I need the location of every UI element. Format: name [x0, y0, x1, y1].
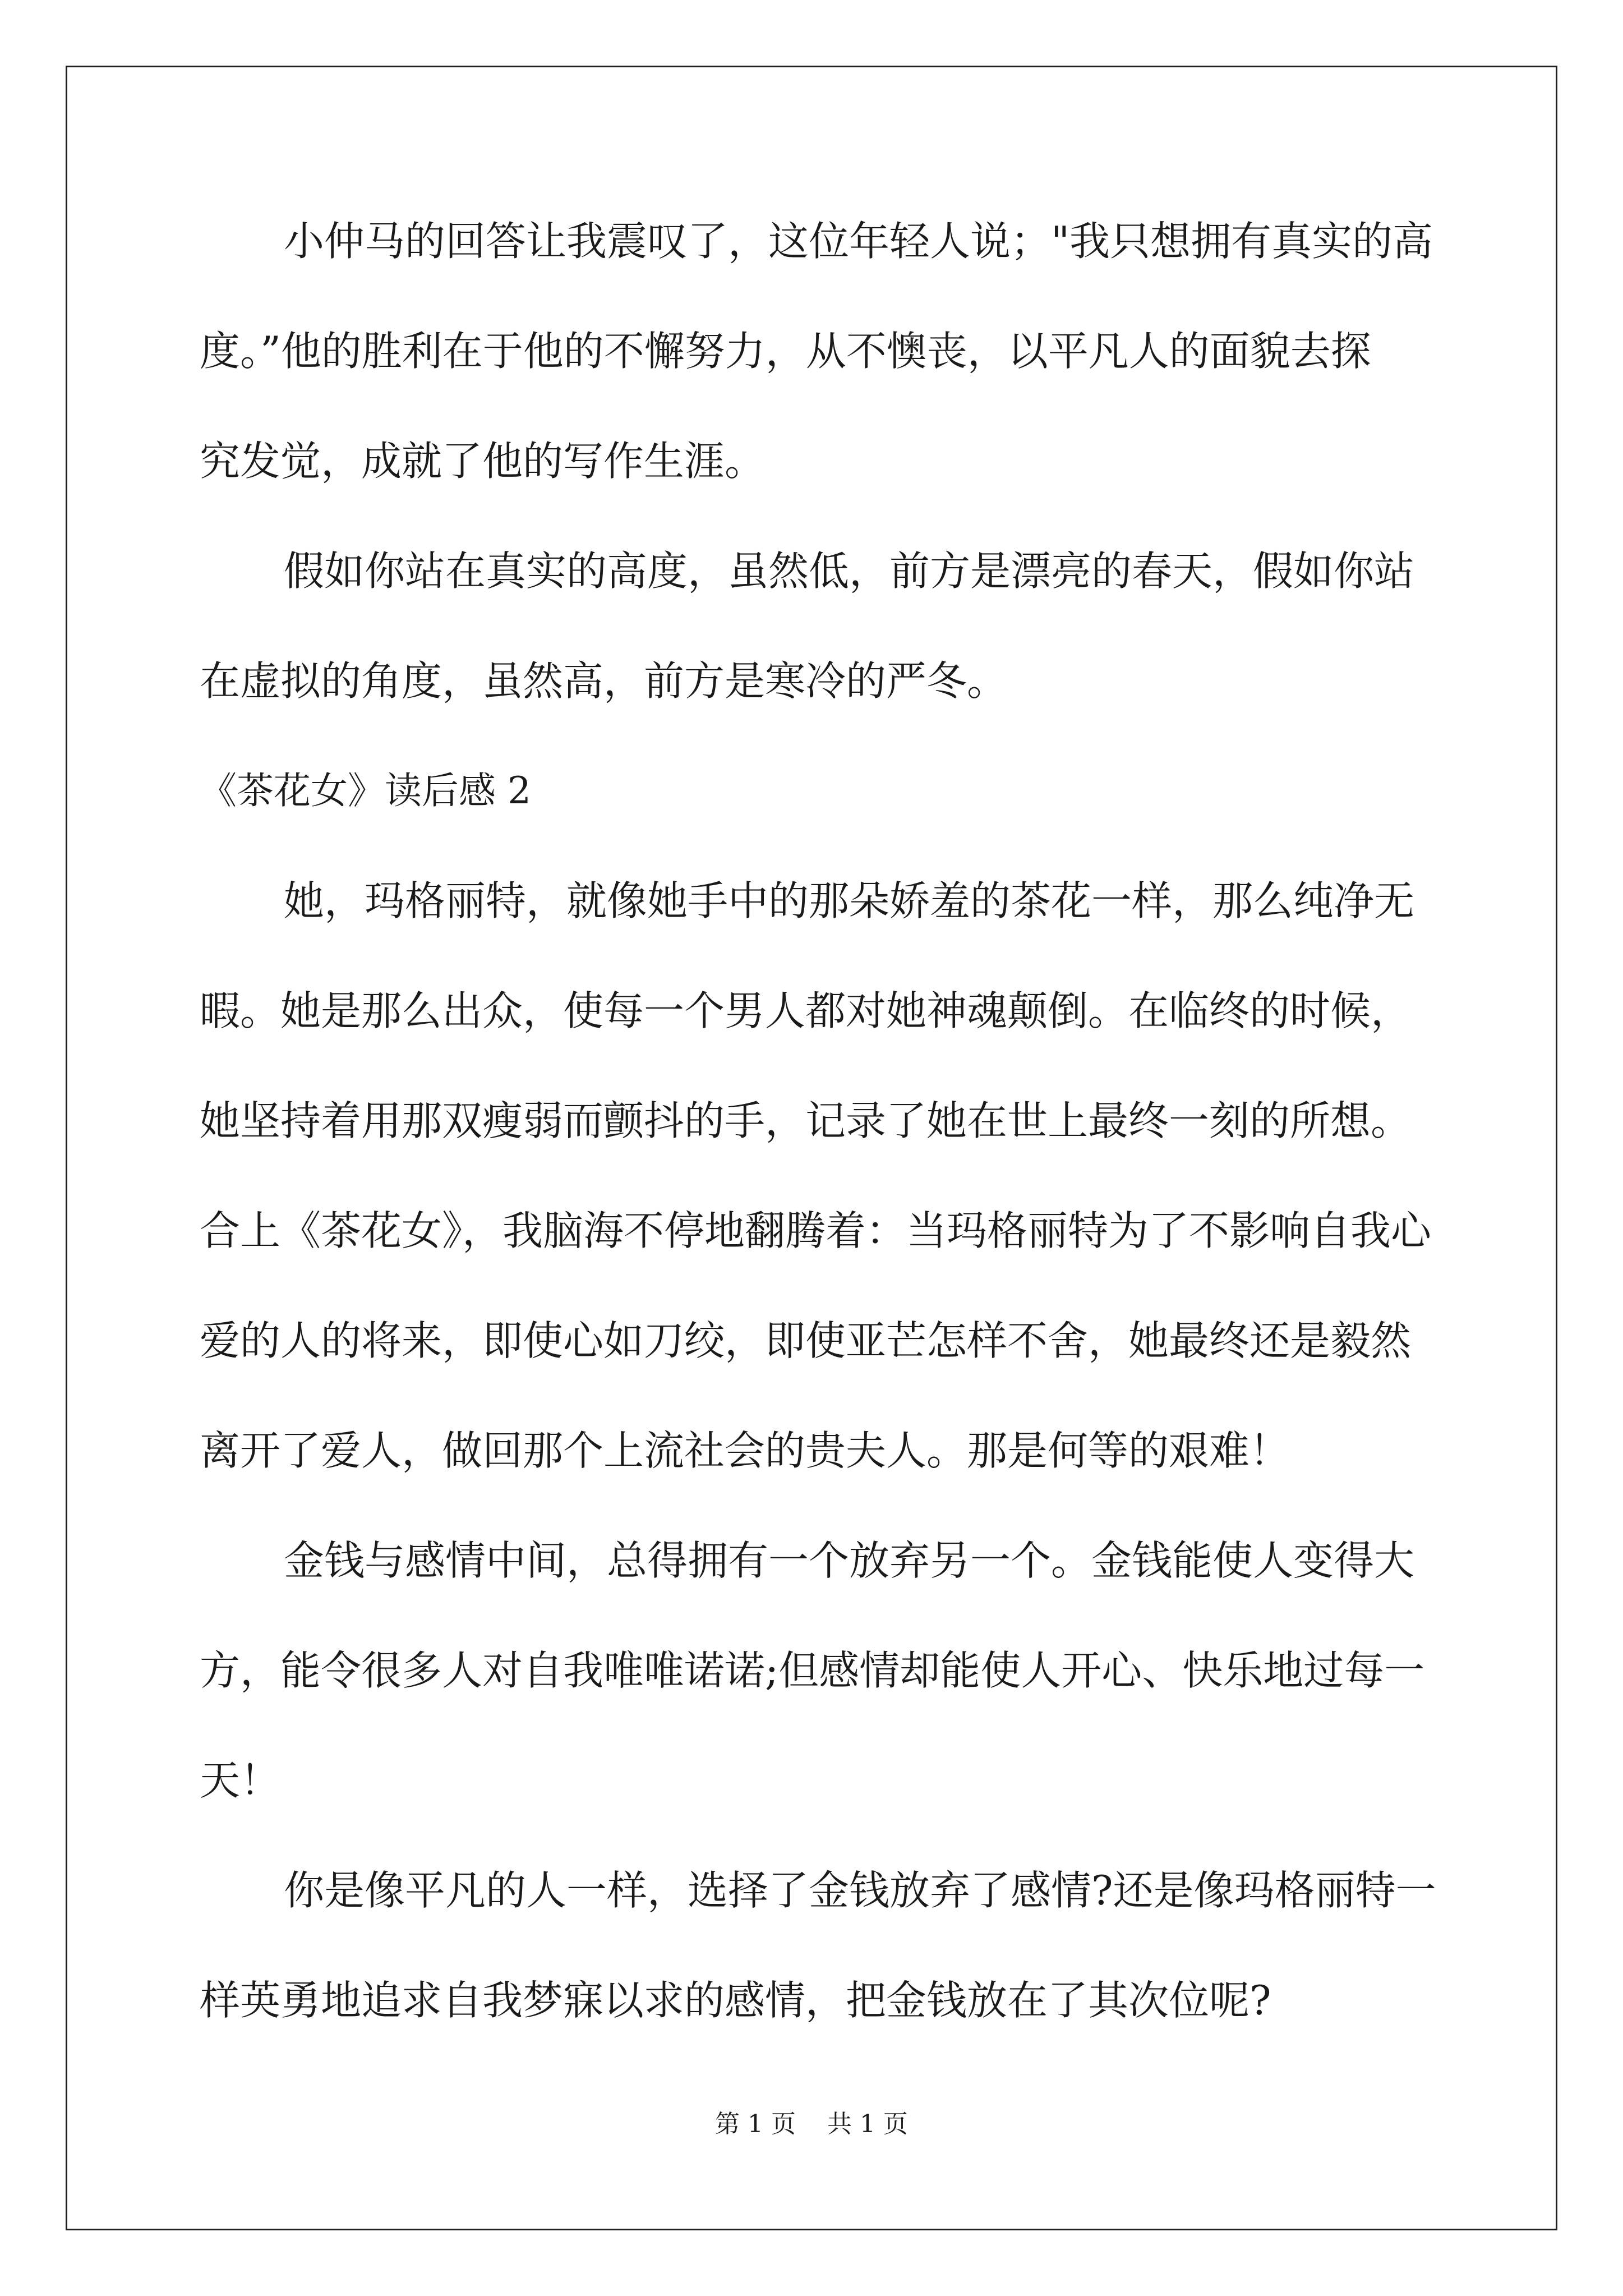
paragraph-3-line-5: 爱的人的将来，即使心如刀绞，即使亚芒怎样不舍，她最终还是毅然	[200, 1317, 1412, 1364]
paragraph-1-line-3: 究发觉，成就了他的写作生涯。	[200, 438, 766, 485]
page-number-footer: 第 1 页 共 1 页	[715, 2110, 908, 2138]
paragraph-3-line-2: 暇。她是那么出众，使每一个男人都对她神魂颠倒。在临终的时候，	[200, 987, 1412, 1034]
paragraph-5-line-2: 样英勇地追求自我梦寐以求的感情，把金钱放在了其次位呢?	[200, 1977, 1271, 2024]
paragraph-3-line-3: 她坚持着用那双瘦弱而颤抖的手，记录了她在世上最终一刻的所想。	[200, 1097, 1412, 1144]
paragraph-1-line-1: 小仲马的回答让我震叹了，这位年轻人说；"我只想拥有真实的高	[284, 218, 1433, 265]
paragraph-1-line-2: 度。”他的胜利在于他的不懈努力，从不懊丧，以平凡人的面貌去探	[200, 328, 1371, 375]
section-heading: 《茶花女》读后感 2	[200, 769, 531, 812]
paragraph-4-line-2: 方，能令很多人对自我唯唯诺诺;但感情却能使人开心、快乐地过每一	[200, 1647, 1425, 1694]
paragraph-4-line-1: 金钱与感情中间，总得拥有一个放弃另一个。金钱能使人变得大	[284, 1537, 1415, 1584]
paragraph-3-line-4: 合上《茶花女》，我脑海不停地翻腾着：当玛格丽特为了不影响自我心	[200, 1207, 1432, 1254]
paragraph-4-line-3: 天！	[200, 1757, 281, 1804]
paragraph-3-line-1: 她，玛格丽特，就像她手中的那朵娇羞的茶花一样，那么纯净无	[284, 877, 1415, 924]
paragraph-5-line-1: 你是像平凡的人一样，选择了金钱放弃了感情?还是像玛格丽特一	[284, 1867, 1436, 1914]
paragraph-2-line-1: 假如你站在真实的高度，虽然低，前方是漂亮的春天，假如你站	[284, 547, 1415, 595]
paragraph-3-line-6: 离开了爱人，做回那个上流社会的贵夫人。那是何等的艰难！	[200, 1427, 1290, 1474]
paragraph-2-line-2: 在虚拟的角度，虽然高，前方是寒冷的严冬。	[200, 657, 1008, 705]
